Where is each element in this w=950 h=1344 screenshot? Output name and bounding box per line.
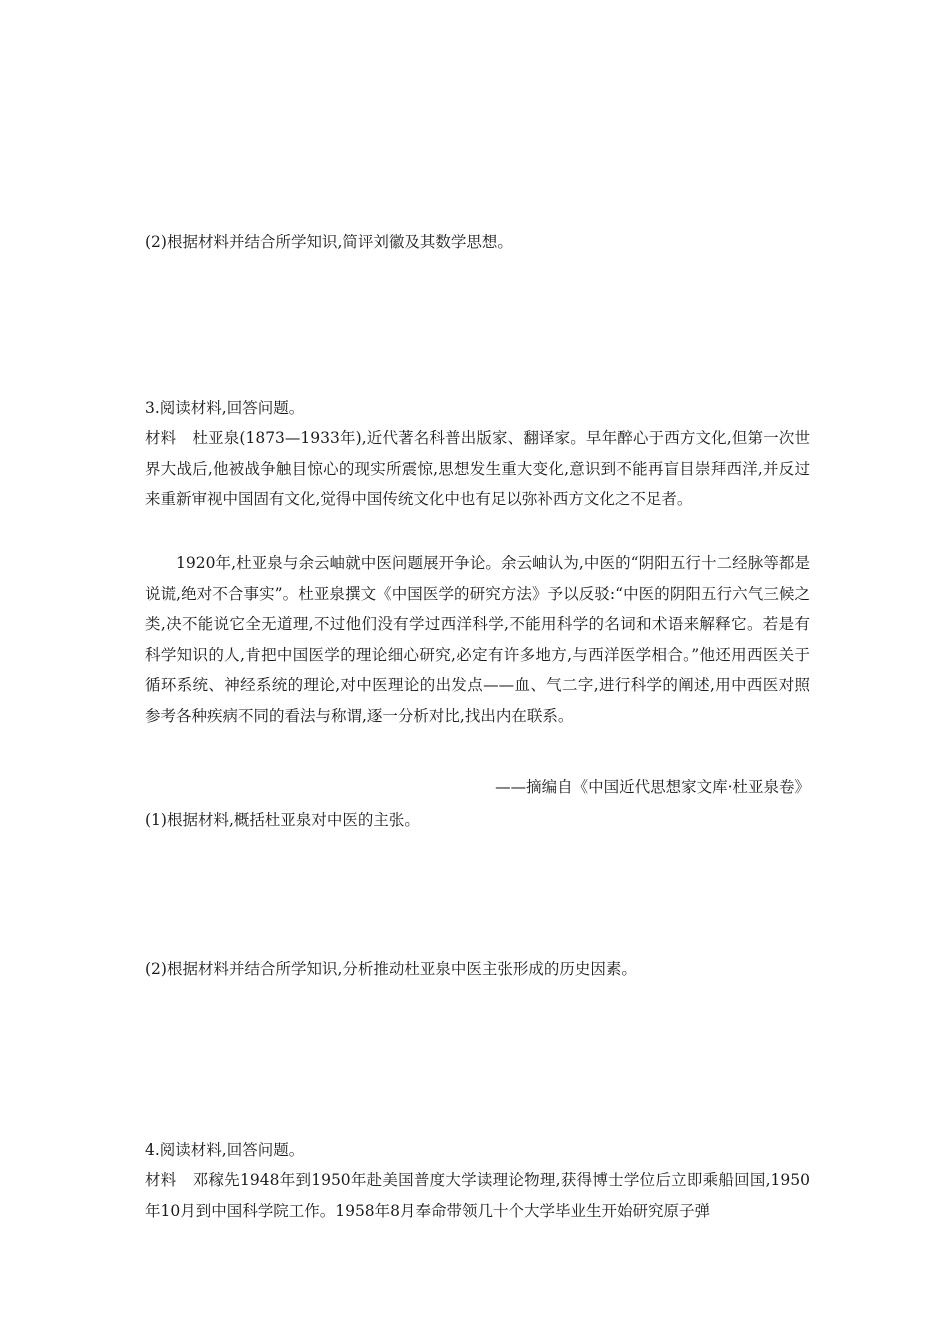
question-3-heading: 3.阅读材料,回答问题。 (145, 399, 305, 417)
question-3-source-citation: ——摘编自《中国近代思想家文库·杜亚泉卷》 (495, 778, 810, 796)
question-3-material-paragraph-2: 1920年,杜亚泉与余云岫就中医问题展开争论。余云岫认为,中医的“阴阳五行十二经脉等都是说谎,绝对不合事实”。杜亚泉撰文《中国医学的研究方法》予以反驳:“中医的阴阳五行六气三候之类,决不能说它全无道理,不过他们没有学过西洋科学,不能用科学的名词和术语来解释它。若是有科学知识的人,肯把中国医学的理论细心研究,必定有许多地方,与西洋医学相合。”他还用西医关于循环系统、神经系统的理论,对中医理论的出发点——血、气二字,进行科学的阐述,用中西医对照参考各种疾病不同的看法与称谓,逐一分析对比,找出内在联系。 (145, 554, 810, 725)
material-text: 杜亚泉(1873—1933年),近代著名科普出版家、翻译家。早年醉心于西方文化,但第一次世界大战后,他被战争触目惊心的现实所震惊,思想发生重大变化,意识到不能再盲目崇拜西洋,并反过来重新审视中国固有文化,觉得中国传统文化中也有足以弥补西方文化之不足者。 (145, 429, 810, 509)
material-label: 材料 (145, 1171, 177, 1189)
question-3-part-1: (1)根据材料,概括杜亚泉对中医的主张。 (145, 811, 420, 829)
question-4-heading: 4.阅读材料,回答问题。 (145, 1141, 305, 1159)
material-text: 邓稼先1948年到1950年赴美国普度大学读理论物理,获得博士学位后立即乘船回国,1950年10月到中国科学院工作。1958年8月奉命带领几十个大学毕业生开始研究原子弹 (145, 1171, 810, 1220)
material-label: 材料 (145, 429, 177, 447)
question-2-part-2: (2)根据材料并结合所学知识,简评刘徽及其数学思想。 (145, 233, 513, 251)
question-4-material-paragraph-1 (145, 1165, 810, 1226)
question-3-part-2: (2)根据材料并结合所学知识,分析推动杜亚泉中医主张形成的历史因素。 (145, 960, 637, 978)
question-3-material-paragraph-1 (145, 423, 810, 515)
